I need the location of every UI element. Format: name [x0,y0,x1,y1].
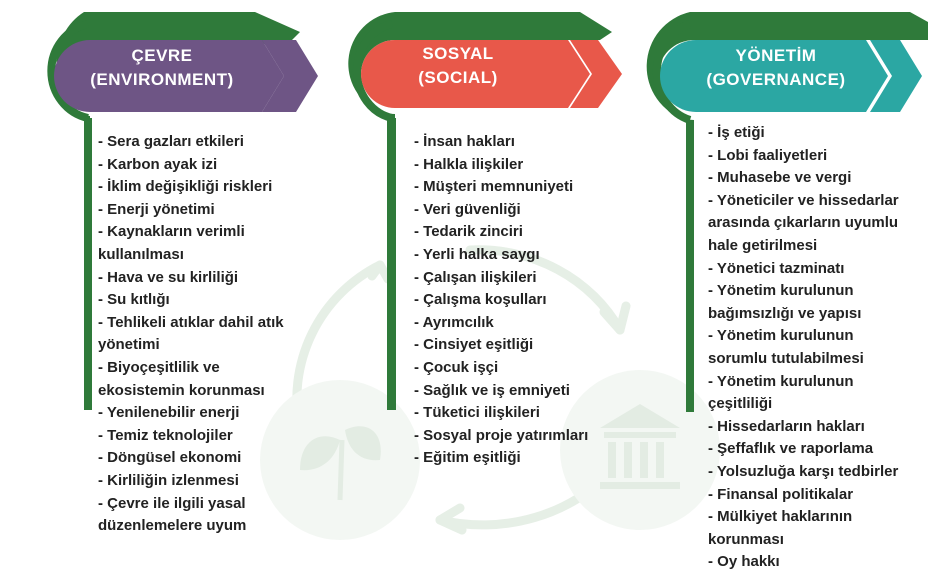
list-item: - Veri güvenliği [414,200,521,218]
list-item: - Hissedarların hakları [708,417,865,435]
list-item: - Yolsuzluğa karşı tedbirler [708,462,899,480]
list-item: - Çalışan ilişkileri [414,268,537,286]
list-item: - Çocuk işçi [414,358,499,376]
list-item: sorumlu tutulabilmesi [708,349,864,367]
list-item: - Yönetici tazminatı [708,259,845,277]
list-item: - Yöneticiler ve hissedarlar [708,191,899,209]
list-item: - Lobi faaliyetleri [708,146,828,164]
list-item: kullanılması [98,245,184,263]
list-item: - Sera gazları etkileri [98,133,244,150]
list-item: - Yönetim kurulunun [708,372,854,390]
list-item: - Temiz teknolojiler [98,426,233,444]
list-item: - Muhasebe ve vergi [708,169,852,187]
gov-title [686,44,866,92]
list-item: ekosistemin korunması [98,381,265,399]
list-item: hale getirilmesi [708,236,818,254]
list-item: - Sosyal proje yatırımları [414,426,589,444]
gov-item-list [708,122,899,574]
list-item: - İklim değişikliği riskleri [98,178,273,196]
soc-title-line2: (SOCIAL) [418,68,498,87]
list-item: - Cinsiyet eşitliği [414,336,534,354]
list-item: - Ayrımcılık [414,313,494,331]
env-title [62,44,262,92]
list-item: - Yenilenebilir enerji [98,404,240,422]
list-item: çeşitliliği [708,395,773,413]
list-item: - Enerji yönetimi [98,200,215,218]
gov-title-line2: (GOVERNANCE) [706,70,846,89]
list-item: - Kaynakların verimli [98,223,245,241]
list-item: - Hava ve su kirliliği [98,268,239,286]
env-title-line2: (ENVIRONMENT) [90,70,234,89]
gov-title-line1: YÖNETİM [735,46,817,65]
env-title-line1: ÇEVRE [131,46,193,65]
list-item: - Kirliliğin izlenmesi [98,471,239,489]
list-item: - Çalışma koşulları [414,291,547,309]
soc-title-line1: SOSYAL [422,44,494,63]
list-item: düzenlemelere uyum [98,517,247,535]
list-item: - Mülkiyet haklarının [708,508,853,526]
list-item: - Finansal politikalar [708,485,854,503]
list-item: - Halkla ilişkiler [414,155,524,173]
list-item: - Yönetim kurulunun [708,282,854,300]
env-item-list [98,131,284,538]
list-item: - Tehlikeli atıklar dahil atık [98,313,284,331]
list-item: - Tedarik zinciri [414,223,523,241]
list-item: - Döngüsel ekonomi [98,449,242,467]
list-item: - Yönetim kurulunun [708,327,854,345]
list-item: - Biyoçeşitlilik ve [98,358,220,376]
list-item: - Karbon ayak izi [98,155,218,173]
list-item: - Yerli halka saygı [414,245,540,263]
list-item: - Şeffaflık ve raporlama [708,440,874,458]
list-item: - Oy hakkı [708,553,780,571]
list-item: - Su kıtlığı [98,291,170,309]
list-item: - Tüketici ilişkileri [414,404,540,422]
list-item: bağımsızlığı ve yapısı [708,304,862,322]
list-item: - Eğitim eşitliği [414,449,521,467]
list-item: arasında çıkarların uyumlu [708,214,899,232]
list-item: - İnsan hakları [414,133,515,150]
soc-title [378,42,538,90]
list-item: korunması [708,530,784,548]
list-item: yönetimi [98,336,160,354]
soc-item-list [414,131,588,470]
list-item: - Çevre ile ilgili yasal [98,494,246,512]
list-item: - Sağlık ve iş emniyeti [414,381,570,399]
list-item: - İş etiği [708,124,765,141]
list-item: - Müşteri memnuniyeti [414,178,574,196]
